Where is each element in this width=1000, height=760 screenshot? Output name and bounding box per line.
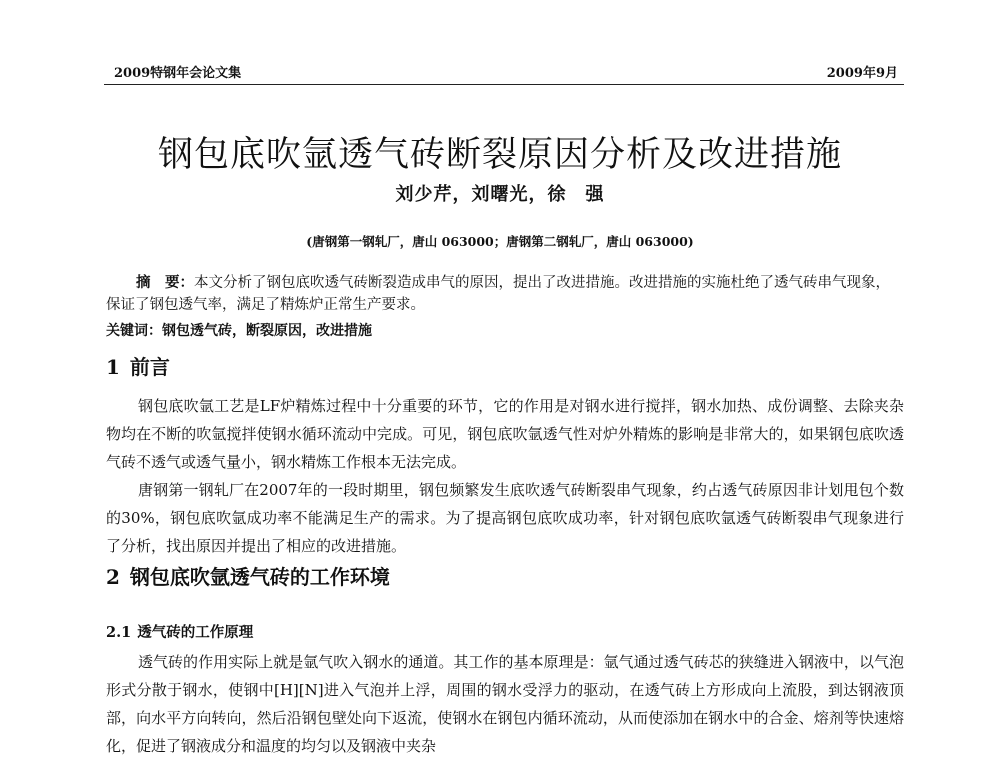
subsection-title: 透气砖的工作原理 [137, 624, 254, 641]
author-list: 刘少芹，刘曙光，徐 强 [395, 184, 605, 205]
header-proceedings-name: 2009特钢年会论文集 [114, 66, 242, 81]
section-heading-1 [106, 351, 170, 380]
affiliation: (唐钢第一钢轧厂，唐山 063000；唐钢第二钢轧厂，唐山 063000) [306, 234, 694, 249]
section-heading-2 [106, 561, 390, 590]
body-paragraph: 钢包底吹氩工艺是LF炉精炼过程中十分重要的环节，它的作用是对钢水进行搅拌，钢水加热、成份调整、去除夹杂物均在不断的吹氩搅拌使钢水循环流动中完成。可见，钢包底吹氩透气性对炉外精炼的影响是非常大的，如果钢包底吹透气砖不透气或透气量小，钢水精炼工作根本无法完成。 [106, 397, 904, 471]
section-title: 钢包底吹氩透气砖的工作环境 [129, 565, 390, 589]
section-title: 前言 [129, 355, 170, 379]
header-date: 2009年9月 [826, 66, 898, 81]
header-rule [104, 84, 904, 85]
section-number: 1 [106, 355, 120, 379]
subsection-number: 2.1 [106, 624, 132, 641]
body-paragraph: 透气砖的作用实际上就是氩气吹入钢水的通道。其工作的基本原理是：氩气通过透气砖芯的狭缝进入钢液中，以气泡形式分散于钢水，使钢中[H][N]进入气泡并上浮，周围的钢水受浮力的驱动，在透气砖上方形成向上流股，到达钢液顶部，向水平方向转向，然后沿钢包壁处向下返流，使钢水在钢包内循环流动，从而使添加在钢水中的合金、熔剂等快速熔化，促进了钢液成分和温度的均匀以及钢液中夹杂 [106, 653, 904, 755]
subsection-heading-2-1 [106, 621, 253, 642]
body-paragraph: 唐钢第一钢轧厂在2007年的一段时期里，钢包频繁发生底吹透气砖断裂串气现象，约占透气砖原因非计划甩包个数的30%，钢包底吹氩成功率不能满足生产的需求。为了提高钢包底吹成功率，针对钢包底吹氩透气砖断裂串气现象进行了分析，找出原因并提出了相应的改进措施。 [106, 481, 904, 555]
keywords-label: 关键词： [106, 323, 162, 339]
abstract-label: 摘 要： [136, 274, 194, 291]
keywords [106, 320, 904, 340]
abstract-text: 本文分析了钢包底吹透气砖断裂造成串气的原因，提出了改进措施。改进措施的实施杜绝了透气砖串气现象，保证了钢包透气率，满足了精炼炉正常生产要求。 [106, 275, 890, 313]
keywords-text: 钢包透气砖，断裂原因，改进措施 [162, 323, 372, 339]
section-number: 2 [106, 565, 120, 589]
paper-title: 钢包底吹氩透气砖断裂原因分析及改进措施 [157, 135, 842, 175]
running-header [104, 62, 904, 84]
abstract [106, 272, 904, 316]
